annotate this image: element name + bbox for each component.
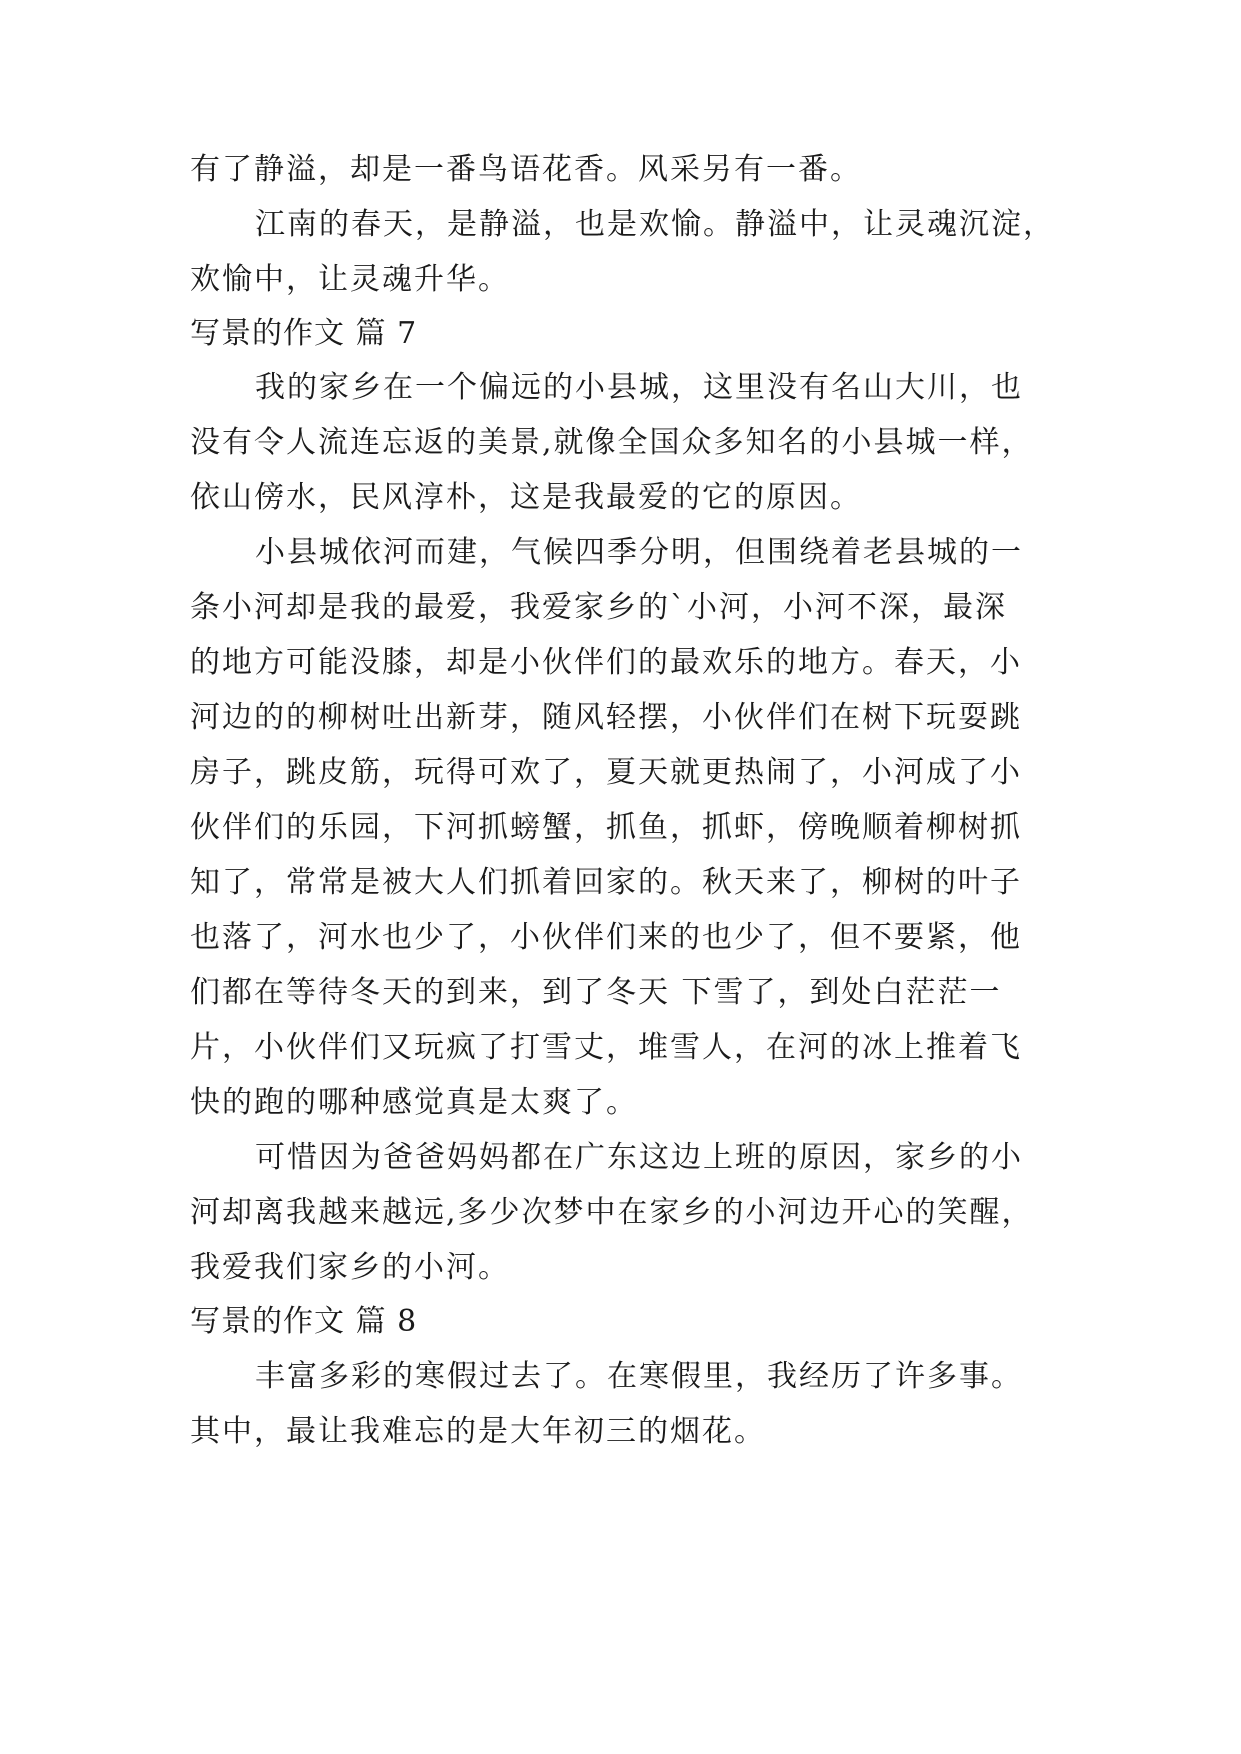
text-line: 条小河却是我的最爱，我爱家乡的`小河，小河不深，最深 <box>190 590 1007 625</box>
section-heading: 写景的作文 篇 8 <box>190 1304 418 1339</box>
text-line: 河边的的柳树吐出新芽，随风轻摆，小伙伴们在树下玩耍跳 <box>190 700 1022 735</box>
paragraph-first-line: 可惜因为爸爸妈妈都在广东这边上班的原因，家乡的小 <box>255 1140 1023 1175</box>
paragraph-first-line: 丰富多彩的寒假过去了。在寒假里，我经历了许多事。 <box>255 1359 1023 1394</box>
text-line: 我爱我们家乡的小河。 <box>190 1250 510 1285</box>
text-line: 伙伴们的乐园，下河抓螃蟹，抓鱼，抓虾，傍晚顺着柳树抓 <box>190 810 1022 845</box>
paragraph-first-line: 江南的春天，是静溢，也是欢愉。静溢中，让灵魂沉淀， <box>255 207 1055 242</box>
text-line: 快的跑的哪种感觉真是太爽了。 <box>190 1085 638 1120</box>
text-line: 房子，跳皮筋，玩得可欢了，夏天就更热闹了，小河成了小 <box>190 755 1022 790</box>
paragraph-first-line: 小县城依河而建，气候四季分明，但围绕着老县城的一 <box>255 535 1023 570</box>
text-line: 们都在等待冬天的到来，到了冬天 下雪了，到处白茫茫一 <box>190 975 1002 1010</box>
text-line: 依山傍水，民风淳朴，这是我最爱的它的原因。 <box>190 480 862 515</box>
text-line: 知了，常常是被大人们抓着回家的。秋天来了，柳树的叶子 <box>190 865 1022 900</box>
text-line: 没有令人流连忘返的美景,就像全国众多知名的小县城一样， <box>190 425 1034 460</box>
text-line: 片，小伙伴们又玩疯了打雪丈，堆雪人，在河的冰上推着飞 <box>190 1030 1022 1065</box>
text-line: 河却离我越来越远,多少次梦中在家乡的小河边开心的笑醒， <box>190 1195 1034 1230</box>
text-line: 其中，最让我难忘的是大年初三的烟花。 <box>190 1414 766 1449</box>
text-line: 有了静溢，却是一番鸟语花香。风采另有一番。 <box>190 152 862 187</box>
text-line: 欢愉中，让灵魂升华。 <box>190 262 510 297</box>
paragraph-first-line: 我的家乡在一个偏远的小县城，这里没有名山大川，也 <box>255 370 1023 405</box>
text-line: 的地方可能没膝，却是小伙伴们的最欢乐的地方。春天，小 <box>190 645 1022 680</box>
section-heading: 写景的作文 篇 7 <box>190 316 418 351</box>
text-line: 也落了，河水也少了，小伙伴们来的也少了，但不要紧，他 <box>190 920 1022 955</box>
